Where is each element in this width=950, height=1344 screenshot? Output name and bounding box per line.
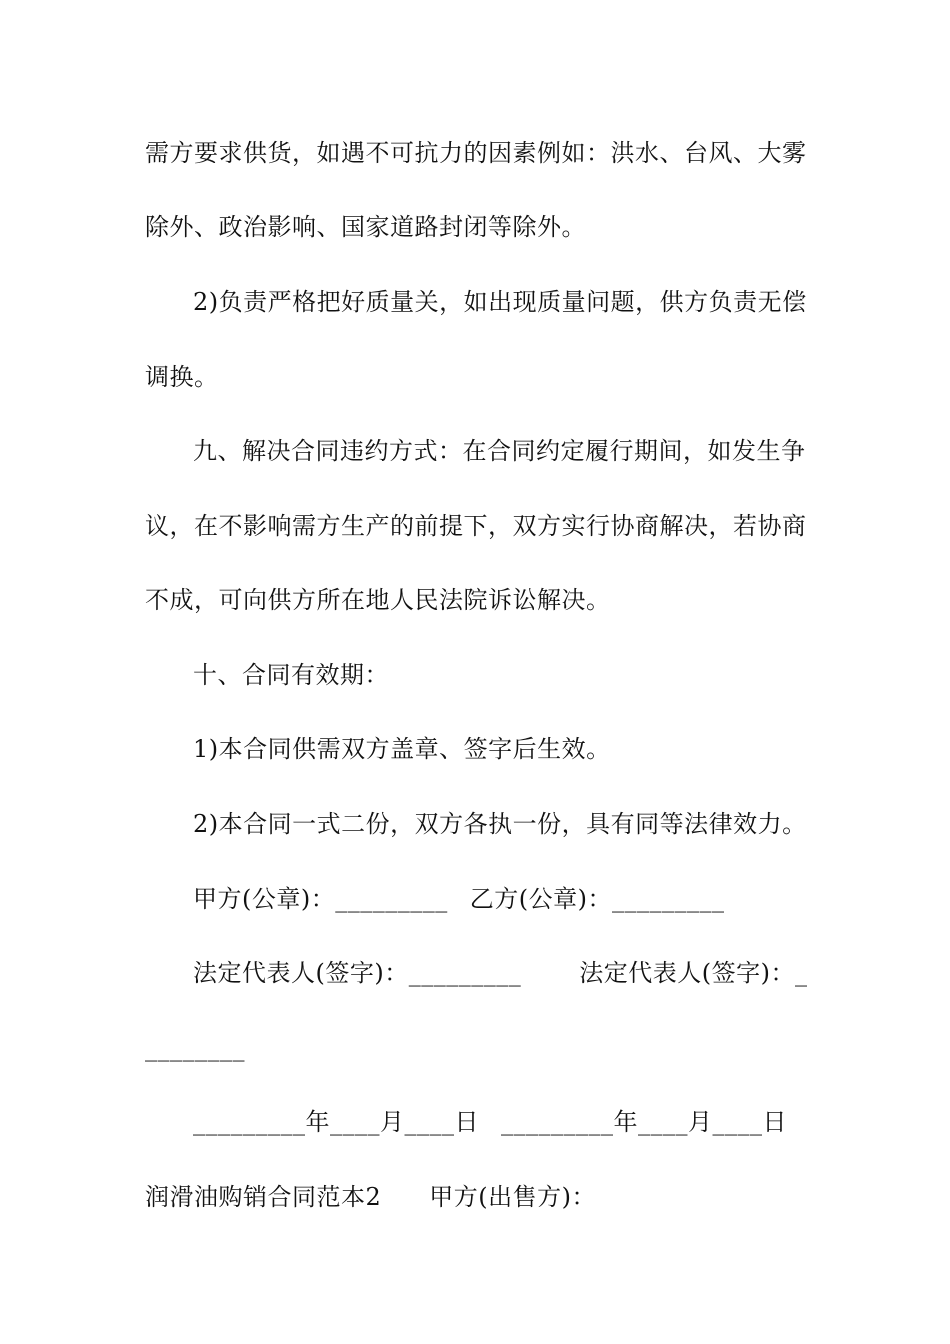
date-line [193, 1107, 787, 1137]
paragraph-line: 调换。 [145, 363, 219, 391]
paragraph-line: 2)本合同一式二份，双方各执一份，具有同等法律效力。 [193, 810, 807, 838]
seal-line [193, 884, 724, 914]
next-contract-title: 润滑油购销合同范本2 [145, 1183, 382, 1211]
next-contract-header [145, 1182, 596, 1212]
paragraph-line: 不成，可向供方所在地人民法院诉讼解决。 [145, 586, 611, 614]
paragraph-line: 需方要求供货，如遇不可抗力的因素例如：洪水、台风、大雾 [145, 139, 807, 167]
paragraph-line: 议，在不影响需方生产的前提下，双方实行协商解决，若协商 [145, 512, 807, 540]
party-a-representative-field: 法定代表人(签字)：_________ [193, 959, 522, 987]
party-b-representative-field: 法定代表人(签字)：_ [579, 959, 808, 987]
party-a-seal-field: 甲方(公章)：_________ [193, 885, 448, 913]
representative-continuation: ________ [145, 1034, 245, 1062]
party-b-seal-field: 乙方(公章)：_________ [469, 885, 725, 913]
seller-party-label: 甲方(出售方)： [429, 1183, 597, 1211]
representative-line [193, 958, 807, 988]
section-heading: 十、合同有效期： [193, 661, 389, 689]
paragraph-line: 1)本合同供需双方盖章、签字后生效。 [193, 735, 611, 763]
paragraph-line: 2)负责严格把好质量关，如出现质量问题，供方负责无偿 [193, 288, 807, 316]
party-a-date-field: _________年____月____日 [193, 1108, 479, 1136]
party-b-date-field: _________年____月____日 [501, 1108, 787, 1136]
paragraph-line: 除外、政治影响、国家道路封闭等除外。 [145, 213, 586, 241]
section-heading: 九、解决合同违约方式：在合同约定履行期间，如发生争 [193, 437, 806, 465]
